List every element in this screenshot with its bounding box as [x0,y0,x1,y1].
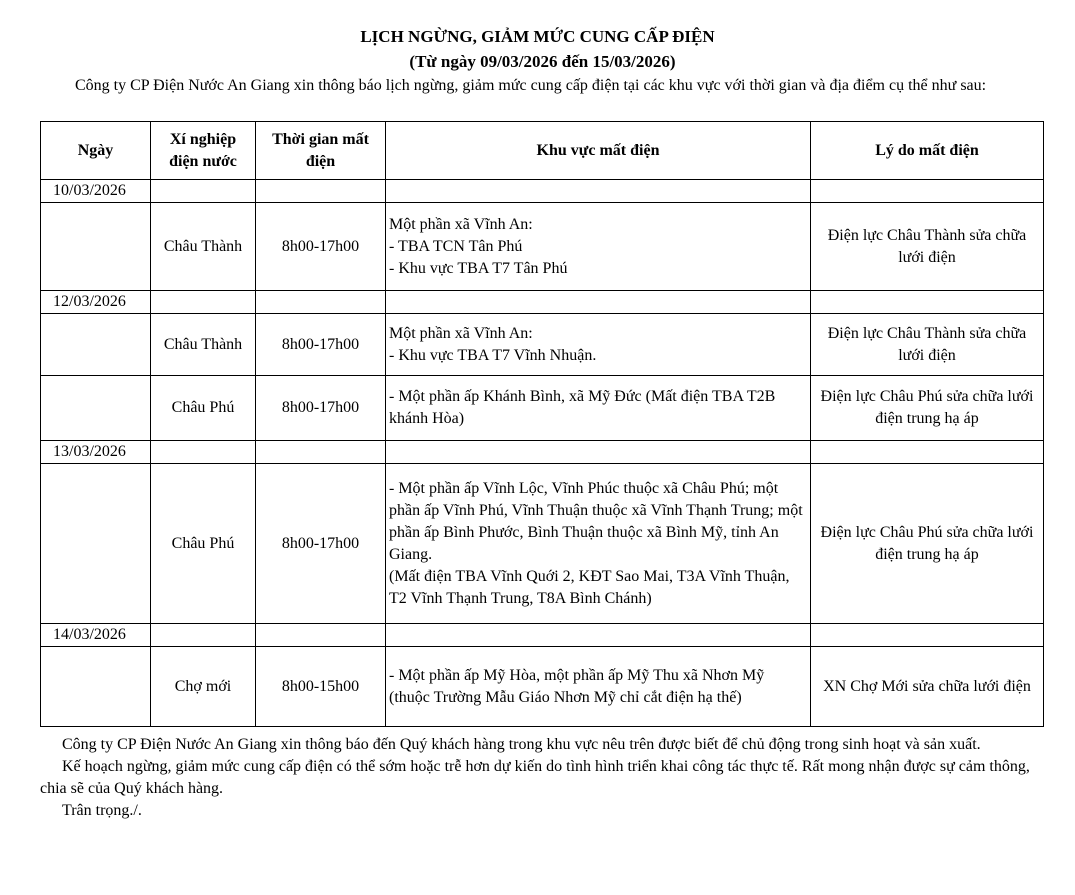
table-row [41,314,1044,376]
time-cell: 8h00-17h00 [256,376,386,441]
document-title: LỊCH NGỪNG, GIẢM MỨC CUNG CẤP ĐIỆN [360,27,715,46]
table-row [41,203,1044,291]
time-cell: 8h00-17h00 [256,464,386,624]
reason-cell: XN Chợ Mới sửa chữa lưới điện [811,647,1044,727]
header-date: Ngày [41,122,151,180]
footer-plan-note: Kế hoạch ngừng, giảm mức cung cấp điện có thể sớm hoặc trễ hơn dự kiến do tình hình triển khai công tác thực tế. Rất mong nhận được sự cảm thông, chia sẽ của Quý khách hàng. [40,758,1030,797]
area-cell [386,203,811,291]
header-area: Khu vực mất điện [386,122,811,180]
date-cell: 10/03/2026 [41,180,151,203]
unit-cell: Châu Phú [151,376,256,441]
date-cell: 14/03/2026 [41,624,151,647]
date-cell: 12/03/2026 [41,291,151,314]
reason-cell: Điện lực Châu Thành sửa chữa lưới điện [811,314,1044,376]
date-row [41,624,1044,647]
time-cell: 8h00-17h00 [256,203,386,291]
area-line: (Mất điện TBA Vĩnh Quới 2, KĐT Sao Mai, T3A Vĩnh Thuận, T2 Vĩnh Thạnh Trung, T8A Bình Chánh) [389,567,790,607]
reason-cell: Điện lực Châu Phú sửa chữa lưới điện trung hạ áp [811,464,1044,624]
intro-paragraph: Công ty CP Điện Nước An Giang xin thông báo lịch ngừng, giảm mức cung cấp điện tại các khu vực với thời gian và địa điểm cụ thể như sau: [75,77,987,94]
reason-cell: Điện lực Châu Phú sửa chữa lưới điện trung hạ áp [811,376,1044,441]
time-cell: 8h00-15h00 [256,647,386,727]
document-subtitle: (Từ ngày 09/03/2026 đến 15/03/2026) [409,52,676,71]
unit-cell: Châu Thành [151,314,256,376]
table-row [41,647,1044,727]
area-line: - Một phần ấp Mỹ Hòa, một phần ấp Mỹ Thu xã Nhơn Mỹ (thuộc Trường Mẫu Giáo Nhơn Mỹ chỉ cắt điện hạ thế) [389,666,765,706]
area-line: - Một phần ấp Khánh Bình, xã Mỹ Đức (Mất điện TBA T2B khánh Hòa) [389,388,776,427]
area-line: Một phần xã Vĩnh An: [389,215,533,233]
area-line: - Khu vực TBA T7 Tân Phú [389,259,568,277]
date-row [41,441,1044,464]
area-line: - Một phần ấp Vĩnh Lộc, Vĩnh Phúc thuộc xã Châu Phú; một phần ấp Vĩnh Phú, Vĩnh Thuận thuộc xã Vĩnh Thạnh Trung; một phần ấp Bình Phước, Bình Thuận thuộc xã Bình Mỹ, tỉnh An Giang. [389,479,803,563]
header-reason: Lý do mất điện [811,122,1044,180]
table-row [41,464,1044,624]
area-cell [386,464,811,624]
time-cell: 8h00-17h00 [256,314,386,376]
date-cell: 13/03/2026 [41,441,151,464]
outage-schedule-table [40,121,1044,727]
unit-cell: Chợ mới [151,647,256,727]
footer-notice: Công ty CP Điện Nước An Giang xin thông báo đến Quý khách hàng trong khu vực nêu trên được biết để chủ động trong sinh hoạt và sản xuất. [62,736,981,753]
footer [40,734,1040,822]
area-cell [386,647,811,727]
date-row [41,180,1044,203]
table-row [41,376,1044,441]
area-line: - Khu vực TBA T7 Vĩnh Nhuận. [389,346,597,364]
reason-cell: Điện lực Châu Thành sửa chữa lưới điện [811,203,1044,291]
area-cell [386,314,811,376]
date-row [41,291,1044,314]
area-cell [386,376,811,441]
area-line: Một phần xã Vĩnh An: [389,324,533,342]
table-header-row [41,122,1044,180]
footer-closing: Trân trọng./. [62,802,142,819]
unit-cell: Châu Thành [151,203,256,291]
area-line: - TBA TCN Tân Phú [389,237,523,255]
header-time: Thời gian mất điện [256,122,386,180]
unit-cell: Châu Phú [151,464,256,624]
header-unit: Xí nghiệp điện nước [151,122,256,180]
